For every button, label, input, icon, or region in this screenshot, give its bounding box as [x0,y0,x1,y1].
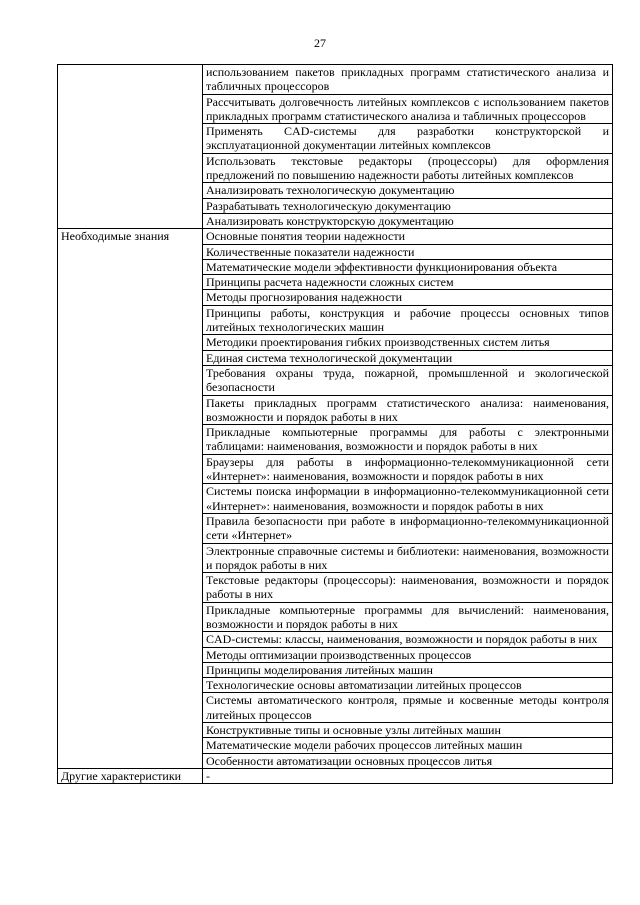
table-cell: Анализировать технологическую документацию [203,183,613,198]
table-cell: Пакеты прикладных программ статистического анализа: наименования, возможности и порядок работы в них [203,395,613,425]
table-cell: Рассчитывать долговечность литейных комплексов с использованием пакетов прикладных программ статистического анализа и табличных процессоров [203,94,613,124]
table-cell: использованием пакетов прикладных программ статистического анализа и табличных процессоров [203,65,613,95]
table-cell: Методики проектирования гибких производственных систем литья [203,335,613,350]
table-cell: Математические модели рабочих процессов литейных машин [203,738,613,753]
table-cell: Математические модели эффективности функционирования объекта [203,259,613,274]
table-cell: Текстовые редакторы (процессоры): наименования, возможности и порядок работы в них [203,573,613,603]
table-cell: Принципы моделирования литейных машин [203,662,613,677]
table-cell: Системы автоматического контроля, прямые и косвенные методы контроля литейных процессов [203,693,613,723]
table-cell: Прикладные компьютерные программы для работы с электронными таблицами: наименования, возможности и порядок работы в них [203,425,613,455]
table-cell: Прикладные компьютерные программы для вычислений: наименования, возможности и порядок работы в них [203,602,613,632]
table-cell: Анализировать конструкторскую документацию [203,213,613,228]
table-cell: Правила безопасности при работе в информационно-телекоммуникационной сети «Интернет» [203,513,613,543]
table-row [58,65,613,95]
table-cell: Принципы работы, конструкция и рабочие процессы основных типов литейных технологических машин [203,305,613,335]
table-cell: Системы поиска информации в информационно-телекоммуникационной сети «Интернет»: наименования, возможности и порядок работы в них [203,484,613,514]
table-cell: Особенности автоматизации основных процессов литья [203,753,613,768]
table-row [58,768,613,783]
table-cell: Браузеры для работы в информационно-телекоммуникационной сети «Интернет»: наименования, возможности и порядок работы в них [203,454,613,484]
table-cell: Использовать текстовые редакторы (процессоры) для оформления предложений по повышению надежности работы литейных комплексов [203,153,613,183]
table-cell: - [203,768,613,783]
table-cell: Конструктивные типы и основные узлы литейных машин [203,723,613,738]
table-cell: Единая система технологической документации [203,350,613,365]
table-cell: Методы оптимизации производственных процессов [203,647,613,662]
table-cell: Электронные справочные системы и библиотеки: наименования, возможности и порядок работы в них [203,543,613,573]
table-cell: CAD-системы: классы, наименования, возможности и порядок работы в них [203,632,613,647]
table-cell: Требования охраны труда, пожарной, промышленной и экологической безопасности [203,365,613,395]
table-row [58,229,613,244]
table-cell: Принципы расчета надежности сложных систем [203,275,613,290]
requirements-table-body [58,65,613,784]
table-cell: Применять CAD-системы для разработки конструкторской и эксплуатационной документации литейных комплексов [203,124,613,154]
requirements-table [57,64,613,784]
section-label: Необходимые знания [58,229,203,769]
table-cell: Основные понятия теории надежности [203,229,613,244]
section-label: Другие характеристики [58,768,203,783]
table-cell: Разрабатывать технологическую документацию [203,198,613,213]
table-cell: Количественные показатели надежности [203,244,613,259]
section-label [58,65,203,229]
table-cell: Технологические основы автоматизации литейных процессов [203,678,613,693]
page-number: 27 [314,36,326,50]
table-cell: Методы прогнозирования надежности [203,290,613,305]
